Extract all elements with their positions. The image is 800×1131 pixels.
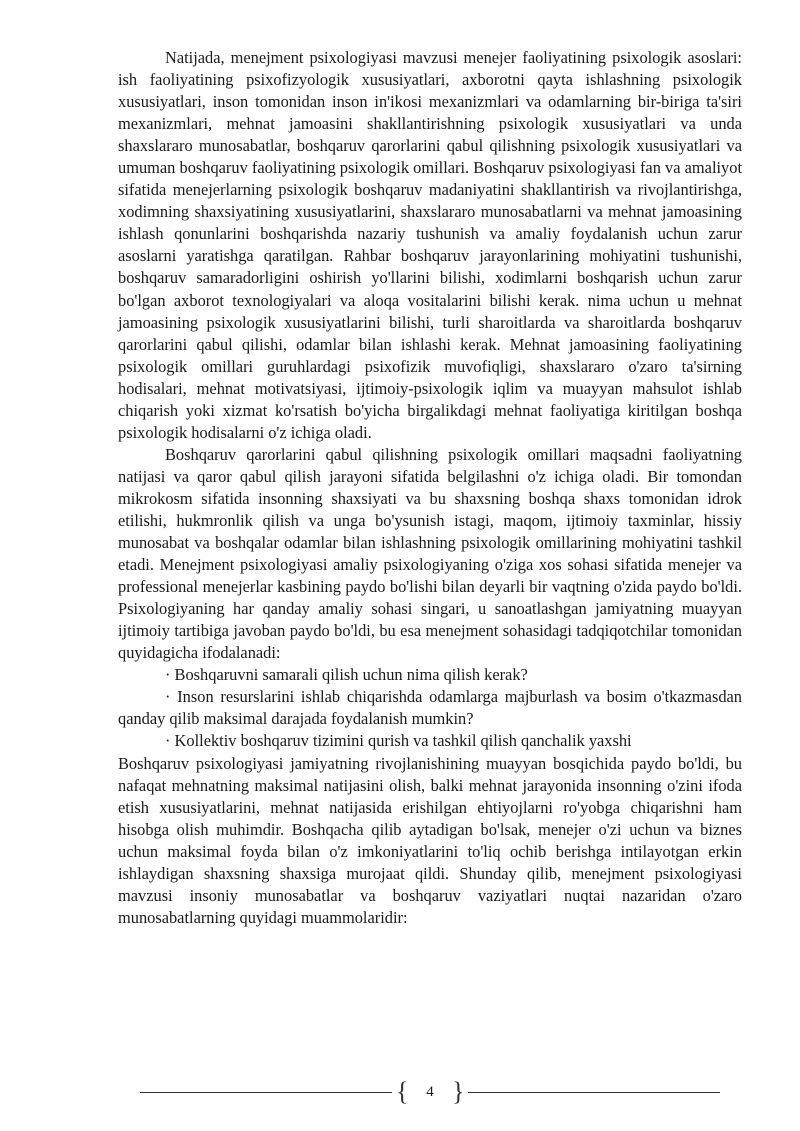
page-number: 4 [426, 1084, 434, 1100]
document-body [118, 47, 742, 929]
paragraph-2: Boshqaruv qarorlarini qabul qilishning psixologik omillari maqsadni faoliyatning natijasi va qaror qabul qilish jarayoni sifatida belgilashni o'z ichiga oladi. Bir tomondan mikrokosm sifatida insonning shaxsiyati va bu shaxsning boshqa shaxs tomonidan idrok etilishi, hukmronlik qilish va unga bo'ysunish istagi, maqom, ijtimoiy taxminlar, hissiy munosabat va boshqalar odamlar bilan ishlashning psixologik omillarining mohiyatini tashkil etadi. Menejment psixologiyasi amaliy psixologiyaning o'ziga xos sohasi sifatida menejer va professional menejerlar kasbining paydo bo'lishi bilan deyarli bir vaqtning o'zida paydo bo'ldi. Psixologiyaning har qanday amaliy sohasi singari, u sanoatlashgan jamiyatning muayyan ijtimoiy tartibiga javoban paydo bo'ldi, bu esa menejment sohasidagi tadqiqotchilar tomonidan quyidagicha ifodalanadi: [118, 444, 742, 663]
paragraph-1: Natijada, menejment psixologiyasi mavzusi menejer faoliyatining psixologik asoslari: ish faoliyatining psixofizyologik xususiyatlari, axborotni qayta ishlashning psixologik xususiyatlari, inson tomonidan inson in'ikosi mexanizmlari va odamlarning bir-biriga ta'siri mexanizmlari, mehnat jamoasini shakllantirishning psixologik xususiyatlari va unda shaxslararo munosabatlar, boshqaruv qarorlarini qabul qilishning psixologik xususiyatlari va umuman boshqaruv faoliyatining psixologik omillari. Boshqaruv psixologiyasi fan va amaliyot sifatida menejerlarning psixologik boshqaruv madaniyatini shakllantirish va rivojlantirishga, xodimning shaxsiyatining xususiyatlarini, shaxslararo munosabatlarni va mehnat jamoasining ishlash qonunlarini boshqarishda nazariy tushunish va amaliy foydalanish uchun zarur asoslarni yaratishga qaratilgan. Rahbar boshqaruv jarayonlarining mohiyatini tushunishi, boshqaruv samaradorligini oshirish yo'llarini bilishi, xodimlarni boshqarish uchun zarur bo'lgan axborot texnologiyalari va aloqa vositalarini bilishi kerak. nima uchun u mehnat jamoasining psixologik xususiyatlarini bilishi, turli sharoitlarda va sharoitlarda boshqaruv qarorlarini qabul qilishi, odamlar bilan ishlashi kerak. Mehnat jamoasining faoliyatining psixologik omillari guruhlardagi psixofizik muvofiqligi, shaxslararo o'zaro ta'sirning hodisalari, mehnat motivatsiyasi, ijtimoiy-psixologik iqlim va muayyan mahsulot ishlab chiqarish yoki xizmat ko'rsatish bo'yicha birgalikdagi mehnat faoliyatiga kiritilgan boshqa psixologik hodisalarni o'z ichiga oladi. [118, 48, 742, 442]
page-footer [140, 1077, 720, 1107]
bullet-item-3: · Kollektiv boshqaruv tizimini qurish va tashkil qilish qanchalik yaxshi [165, 731, 632, 751]
footer-rule-right [468, 1092, 720, 1093]
closing-paragraph: Boshqaruv psixologiyasi jamiyatning rivojlanishining muayyan bosqichida paydo bo'ldi, bu nafaqat mehnatning maksimal natijasini olish, balki mehnat jarayonida insonning o'zini ifoda etish xususiyatlarini, mehnat natijasida erishilgan ehtiyojlarni ro'yobga chiqarishni ham hisobga olish muhimdir. Boshqacha qilib aytadigan bo'lsak, menejer o'zi uchun va biznes uchun maksimal foyda bilan o'z imkoniyatlarini to'liq ochib berishga intilayotgan erkin ishlaydigan shaxsning shaxsiga murojaat qildi. Shunday qilib, menejment psixologiyasi mavzusi insoniy munosabatlar va boshqaruv vaziyatlari nuqtai nazaridan o'zaro munosabatlarning quyidagi muammolaridir: [118, 753, 742, 927]
footer-rule-left [140, 1092, 392, 1093]
footer-close-bracket: } [452, 1077, 465, 1106]
bullet-item-1: · Boshqaruvni samarali qilish uchun nima qilish kerak? [165, 665, 528, 685]
footer-open-bracket: { [396, 1077, 409, 1106]
bullet-item-2: · Inson resurslarini ishlab chiqarishda odamlarga majburlash va bosim o'tkazmasdan qanday qilib maksimal darajada foydalanish mumkin? [118, 687, 742, 729]
